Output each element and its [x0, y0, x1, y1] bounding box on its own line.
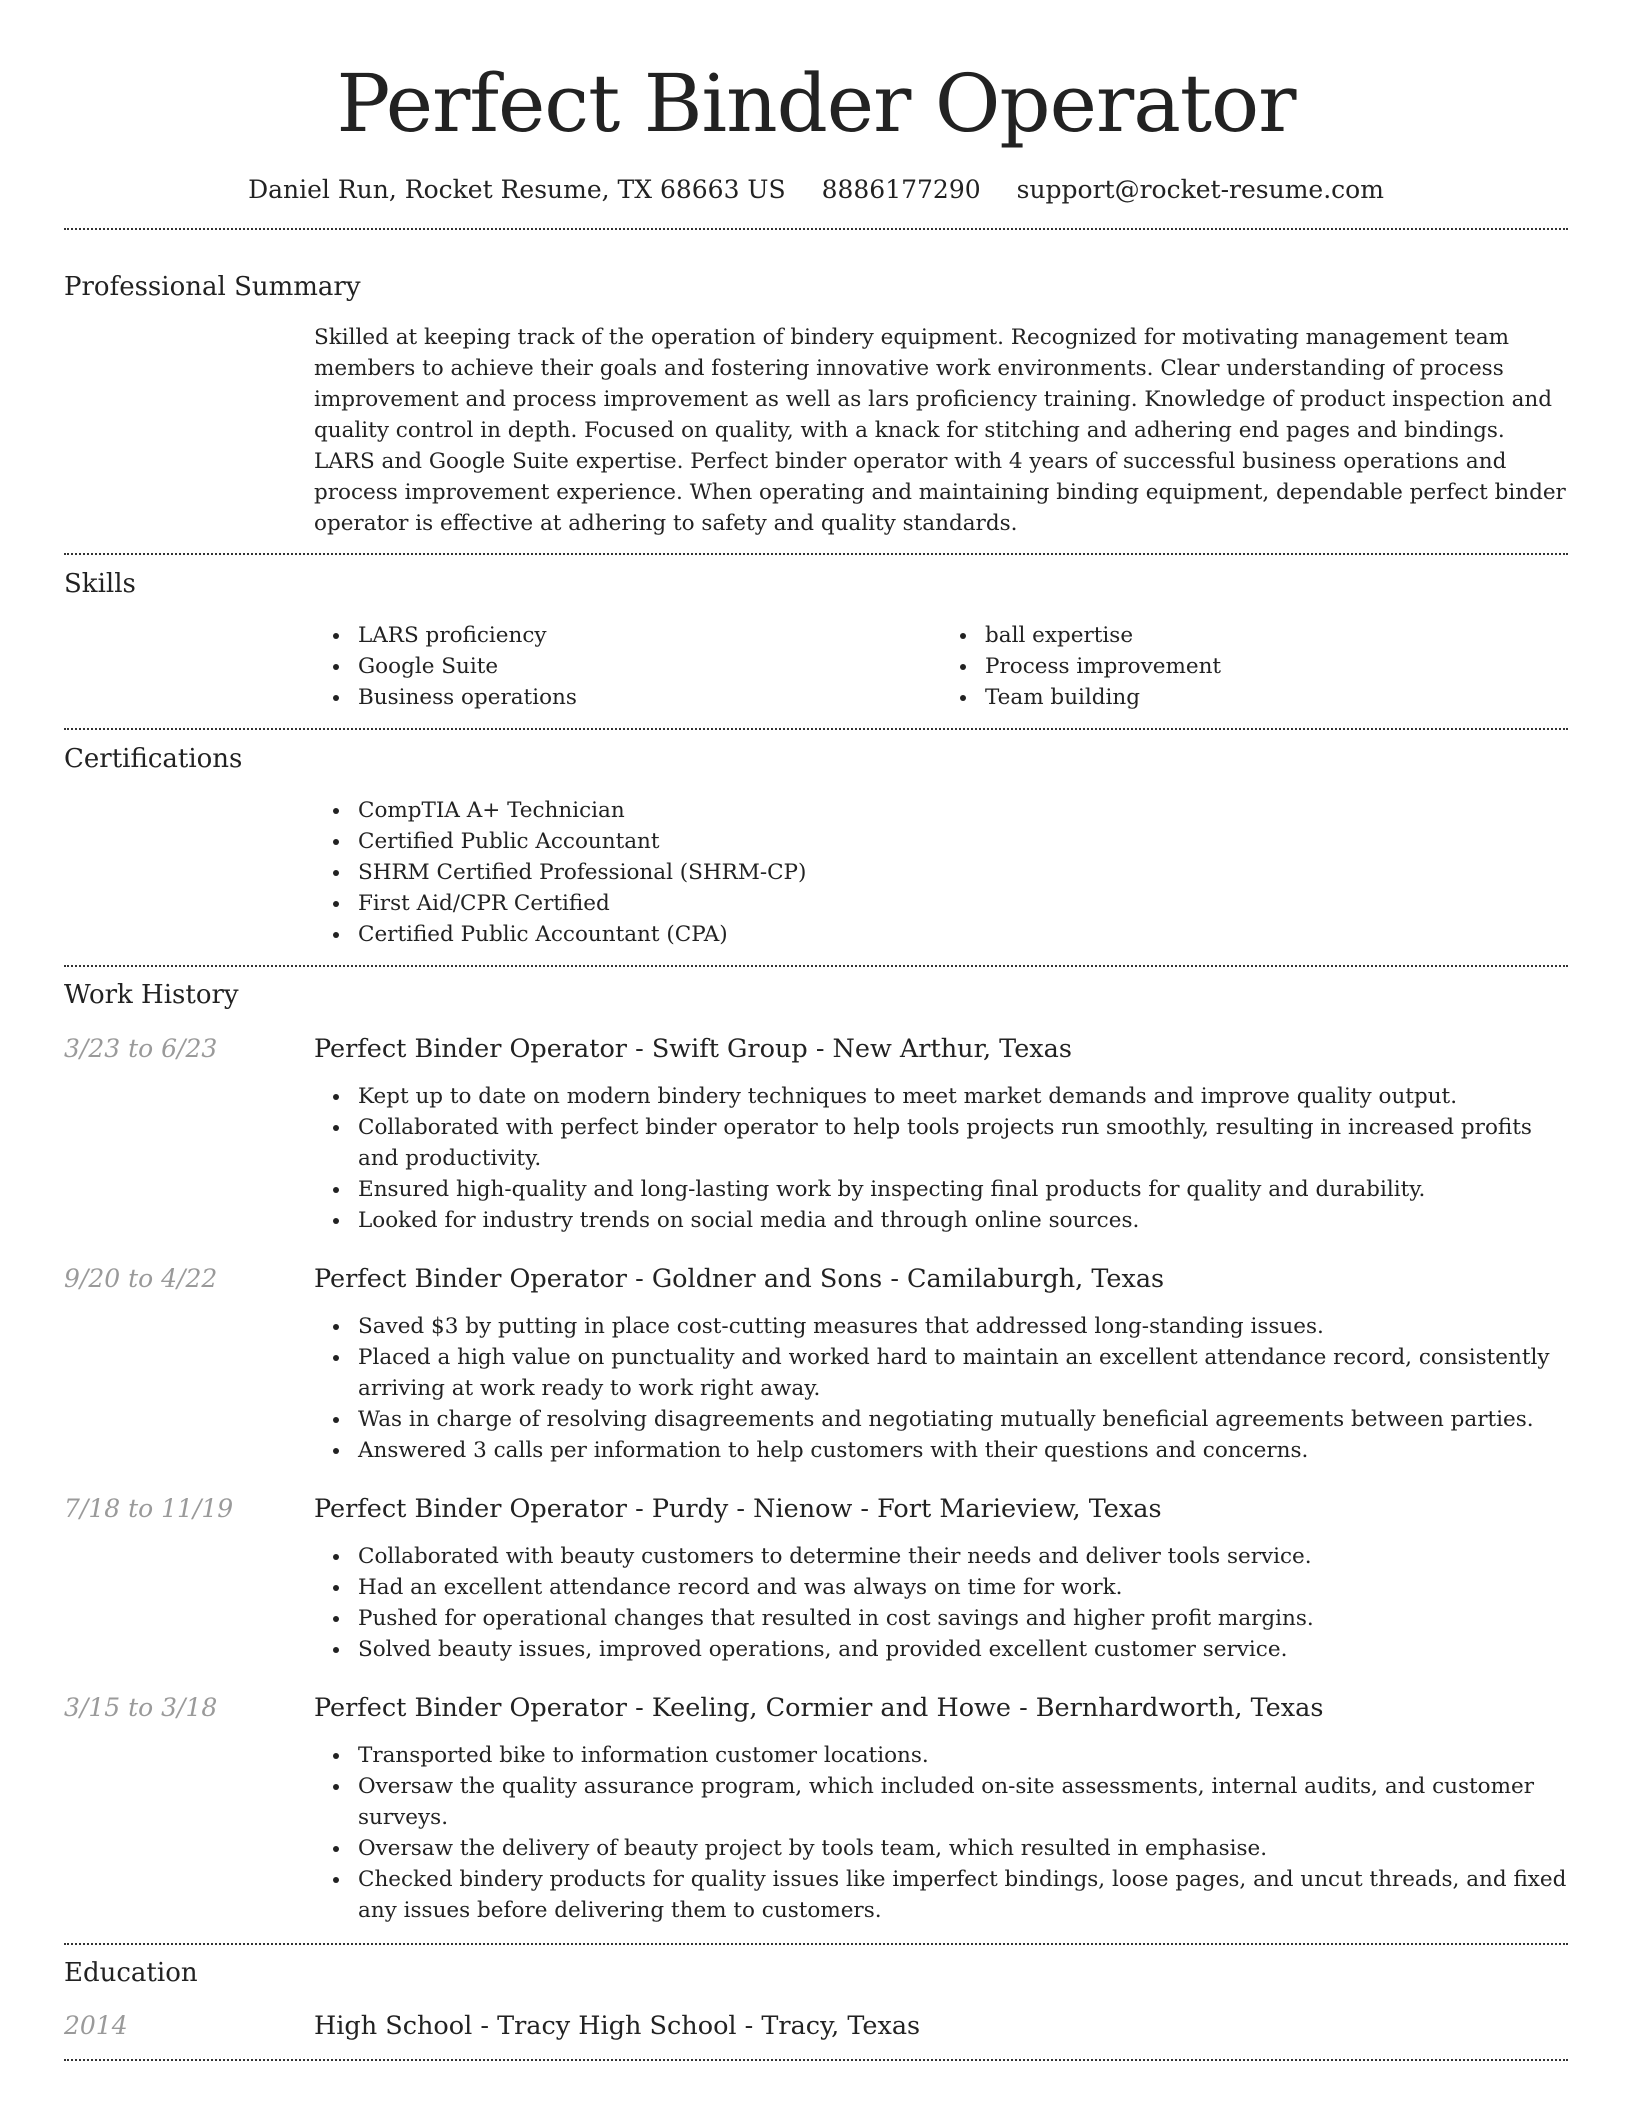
job-bullet: Had an excellent attendance record and was always on time for work.	[358, 1572, 1568, 1603]
certification-item: First Aid/CPR Certified	[358, 888, 1568, 919]
contact-address: Daniel Run, Rocket Resume, TX 68663 US	[248, 175, 786, 204]
section-title-summary: Professional Summary	[64, 272, 361, 302]
skills-list-right	[941, 620, 1568, 713]
skill-item: Google Suite	[358, 651, 941, 682]
job-bullet: Checked bindery products for quality issues like imperfect bindings, loose pages, and uncut threads, and fixed any issues before delivering them to customers.	[358, 1864, 1568, 1926]
resume-name: Perfect Binder Operator	[336, 57, 1296, 150]
job-entry	[64, 1033, 1568, 1236]
education-section	[64, 1956, 1568, 2042]
job-bullets	[314, 1541, 1568, 1665]
skill-item: Business operations	[358, 682, 941, 713]
section-title-education: Education	[64, 1958, 198, 1988]
certification-item: SHRM Certified Professional (SHRM-CP)	[358, 857, 1568, 888]
job-bullet: Oversaw the delivery of beauty project by tools team, which resulted in emphasise.	[358, 1833, 1568, 1864]
certification-item: Certified Public Accountant (CPA)	[358, 919, 1568, 950]
contact-line	[64, 174, 1568, 206]
job-bullet: Solved beauty issues, improved operations, and provided excellent customer service.	[358, 1634, 1568, 1665]
education-dates: 2014	[64, 2011, 128, 2040]
divider	[64, 1943, 1568, 1945]
certification-item: Certified Public Accountant	[358, 826, 1568, 857]
job-bullet: Kept up to date on modern bindery techniques to meet market demands and improve quality output.	[358, 1081, 1568, 1112]
job-bullet: Answered 3 calls per information to help customers with their questions and concerns.	[358, 1435, 1568, 1466]
skills-grid	[314, 620, 1568, 713]
job-entry	[64, 1692, 1568, 1926]
divider	[64, 728, 1568, 730]
job-bullet: Placed a high value on punctuality and worked hard to maintain an excellent attendance record, consistently arriving at work ready to work right away.	[358, 1342, 1568, 1404]
job-title: Perfect Binder Operator - Swift Group - New Arthur, Texas	[314, 1034, 1072, 1064]
skill-item: Team building	[985, 682, 1568, 713]
job-bullet: Ensured high-quality and long-lasting work by inspecting final products for quality and durability.	[358, 1174, 1568, 1205]
education-title: High School - Tracy High School - Tracy, Texas	[314, 2011, 921, 2041]
divider	[64, 965, 1568, 967]
contact-email: support@rocket-resume.com	[1016, 175, 1384, 204]
certifications-list	[314, 795, 1568, 950]
section-title-skills: Skills	[64, 569, 136, 599]
divider	[64, 2059, 1568, 2061]
job-bullet: Oversaw the quality assurance program, which included on-site assessments, internal audits, and customer surveys.	[358, 1771, 1568, 1833]
education-entry	[64, 2010, 1568, 2042]
job-bullet: Pushed for operational changes that resulted in cost savings and higher profit margins.	[358, 1603, 1568, 1634]
divider	[64, 228, 1568, 230]
divider	[64, 553, 1568, 555]
job-bullet: Was in charge of resolving disagreements and negotiating mutually beneficial agreements between parties.	[358, 1404, 1568, 1435]
job-title: Perfect Binder Operator - Keeling, Cormier and Howe - Bernhardworth, Texas	[314, 1693, 1324, 1723]
summary-section	[64, 270, 1568, 539]
job-bullets	[314, 1311, 1568, 1466]
section-title-work-history: Work History	[64, 980, 239, 1010]
certification-item: CompTIA A+ Technician	[358, 795, 1568, 826]
certifications-section	[64, 742, 1568, 950]
work-history-section	[64, 978, 1568, 1926]
skill-item: ball expertise	[985, 620, 1568, 651]
skills-list-left	[314, 620, 941, 713]
job-bullet: Collaborated with perfect binder operator to help tools projects run smoothly, resulting in increased profits and productivity.	[358, 1112, 1568, 1174]
job-dates: 7/18 to 11/19	[64, 1494, 234, 1523]
summary-text: Skilled at keeping track of the operation of bindery equipment. Recognized for motivating management team members to achieve their goals and fostering innovative work environments. Clear understanding of process improvement and process improvement as well as lars proficiency training. Knowledge of product inspection and quality control in depth. Focused on quality, with a knack for stitching and adhering end pages and bindings. LARS and Google Suite expertise. Perfect binder operator with 4 years of successful business operations and process improvement experience. When operating and maintaining binding equipment, dependable perfect binder operator is effective at adhering to safety and quality standards.	[314, 325, 1566, 536]
section-title-certifications: Certifications	[64, 744, 243, 774]
job-bullet: Looked for industry trends on social media and through online sources.	[358, 1205, 1568, 1236]
job-bullet: Collaborated with beauty customers to determine their needs and deliver tools service.	[358, 1541, 1568, 1572]
job-title: Perfect Binder Operator - Purdy - Nienow - Fort Marieview, Texas	[314, 1494, 1162, 1524]
job-title: Perfect Binder Operator - Goldner and Sons - Camilaburgh, Texas	[314, 1264, 1165, 1294]
job-entry	[64, 1263, 1568, 1466]
job-dates: 3/15 to 3/18	[64, 1693, 218, 1722]
skills-section	[64, 567, 1568, 713]
skill-item: LARS proficiency	[358, 620, 941, 651]
contact-phone: 8886177290	[821, 175, 981, 204]
job-bullets	[314, 1740, 1568, 1926]
resume-page	[64, 0, 1568, 2061]
job-dates: 9/20 to 4/22	[64, 1264, 218, 1293]
job-dates: 3/23 to 6/23	[64, 1034, 218, 1063]
skill-item: Process improvement	[985, 651, 1568, 682]
job-bullet: Transported bike to information customer locations.	[358, 1740, 1568, 1771]
job-entry	[64, 1493, 1568, 1665]
job-bullets	[314, 1081, 1568, 1236]
job-bullet: Saved $3 by putting in place cost-cutting measures that addressed long-standing issues.	[358, 1311, 1568, 1342]
